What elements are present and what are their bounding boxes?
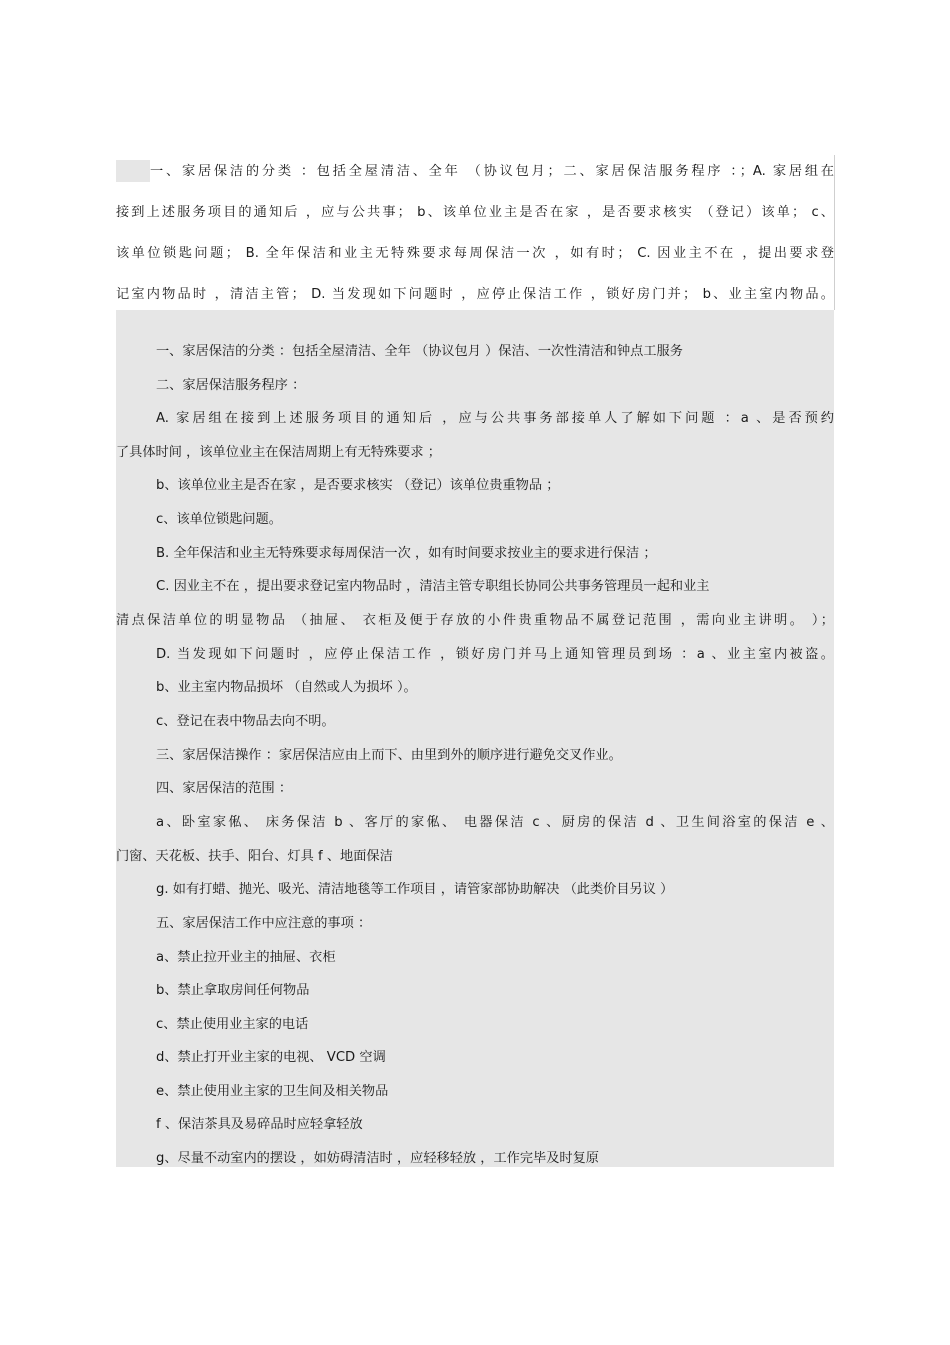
body-line: 了具体时间 ，该单位业主在保洁周期上有无特殊要求 ； xyxy=(116,445,441,460)
summary-line: 记室内物品时 ，清洁主管； D. 当发现如下问题时 ，应停止保洁工作 ，锁好房门并； b、业主室内物品。 xyxy=(116,287,834,302)
body-line: 清点保洁单位的明显物品 （抽屉、 衣柜及便于存放的小件贵重物品不属登记范围 ，需向业主讲明。 ）； xyxy=(116,613,834,628)
body-line: d、禁止打开业主家的电视、 VCD 空调 xyxy=(156,1050,386,1065)
summary-line: 接到上述服务项目的通知后 ，应与公共事； b、该单位业主是否在家 ，是否要求核实 （登记）该单； c、 xyxy=(116,205,834,220)
body-line: b、业主室内物品损坏 （自然或人为损坏 ）。 xyxy=(156,680,417,695)
body-line: e、禁止使用业主家的卫生间及相关物品 xyxy=(156,1084,389,1099)
body-line: 四、家居保洁的范围 ： xyxy=(156,781,293,796)
body-line: B. 全年保洁和业主无特殊要求每周保洁一次 ，如有时间要求按业主的要求进行保洁 ； xyxy=(156,546,657,561)
body-line: 门窗、天花板、扶手、阳台、灯具 f 、地面保洁 xyxy=(116,849,393,864)
main-content xyxy=(116,310,834,1167)
body-line: c、登记在表中物品去向不明。 xyxy=(156,714,335,729)
blank-cell xyxy=(116,160,150,182)
body-line: D. 当发现如下问题时 ，应停止保洁工作 ，锁好房门并马上通知管理员到场 ：a 、业主室内被盗。 xyxy=(156,647,834,662)
body-line: g、尽量不动室内的摆设 ，如妨碍清洁时 ，应轻移轻放 ，工作完毕及时复原 xyxy=(156,1151,599,1166)
body-line: A. 家居组在接到上述服务项目的通知后 ，应与公共事务部接单人了解如下问题 ：a 、是否预约 xyxy=(156,411,834,426)
body-line: b、禁止拿取房间任何物品 xyxy=(156,983,310,998)
summary-line: 该单位锁匙问题； B. 全年保洁和业主无特殊要求每周保洁一次 ，如有时； C. 因业主不在 ，提出要求登 xyxy=(116,246,834,261)
body-line: C. 因业主不在 ，提出要求登记室内物品时 ，清洁主管专职组长协同公共事务管理员一起和业主 xyxy=(156,579,710,594)
body-line: g. 如有打蜡、抛光、吸光、清洁地毯等工作项目 ，请管家部协助解决 （此类价目另议 ） xyxy=(156,882,674,897)
body-line: 三、家居保洁操作 ：家居保洁应由上而下、由里到外的顺序进行避免交叉作业。 xyxy=(156,748,622,763)
summary-excerpt xyxy=(116,155,835,310)
body-line: 一、家居保洁的分类 ：包括全屋清洁、全年 （协议包月 ）保洁、一次性清洁和钟点工服务 xyxy=(156,344,683,359)
body-line: a、卧室家俬、 床务保洁 b 、客厅的家俬、 电器保洁 c 、厨房的保洁 d 、卫生间浴室的保洁 e 、 xyxy=(156,815,834,830)
body-line: b、该单位业主是否在家 ，是否要求核实 （登记）该单位贵重物品 ； xyxy=(156,478,560,493)
body-line: a、禁止拉开业主的抽屉、衣柜 xyxy=(156,950,336,965)
body-line: c、禁止使用业主家的电话 xyxy=(156,1017,309,1032)
body-line: 五、家居保洁工作中应注意的事项 ： xyxy=(156,916,372,931)
body-line: c、该单位锁匙问题。 xyxy=(156,512,282,527)
body-line: 二、家居保洁服务程序 ： xyxy=(156,378,306,393)
body-line: f 、保洁茶具及易碎品时应轻拿轻放 xyxy=(156,1117,363,1132)
summary-line: 一、家居保洁的分类 ：包括全屋清洁、全年 （协议包月；二、家居保洁服务程序 ：；A. 家居组在 xyxy=(150,164,834,179)
